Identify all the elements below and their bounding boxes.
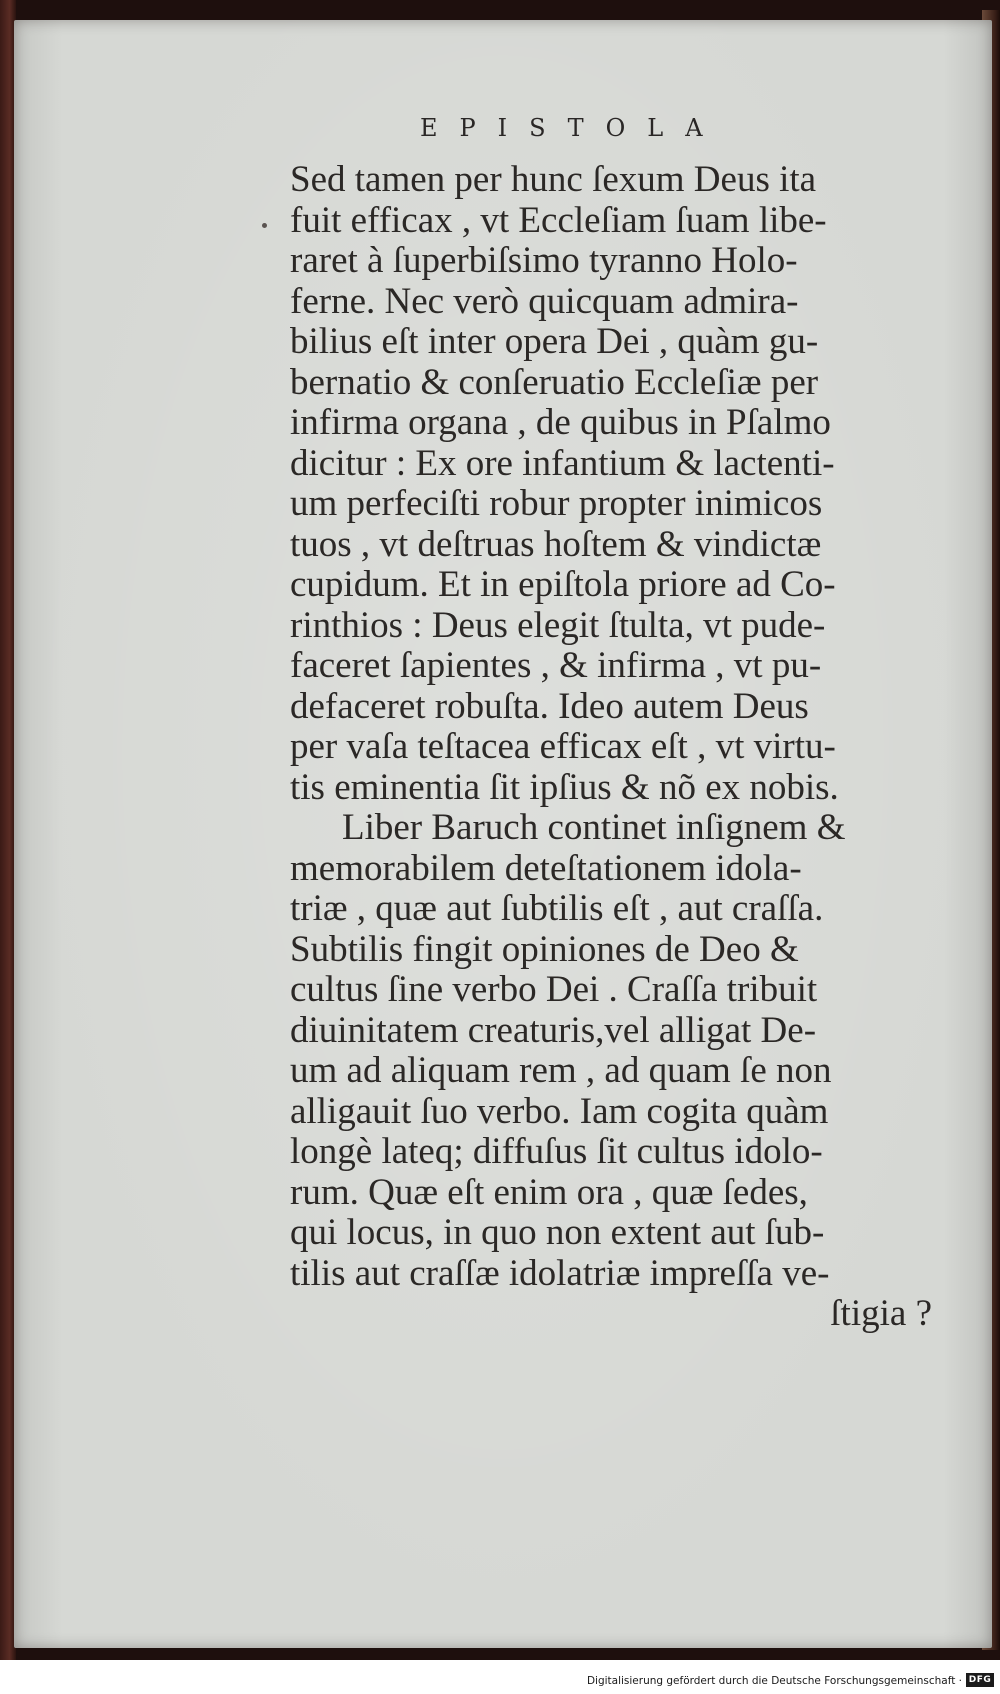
text-line: qui locus, in quo non extent aut ſub-: [290, 1212, 825, 1253]
paragraph-start-line: Liber Baruch continet inſignem &: [342, 807, 846, 848]
text-line: raret à ſuperbiſsimo tyranno Holo-: [290, 240, 798, 281]
dfg-logo-icon: DFG: [966, 1673, 994, 1687]
text-line: cupidum. Et in epiſtola priore ad Co-: [290, 564, 836, 605]
text-line: Subtilis fingit opiniones de Deo &: [290, 928, 799, 970]
text-line: cultus ſine verbo Dei . Craſſa tribuit: [290, 969, 818, 1010]
text-line: diuinitatem creaturis,vel alligat De-: [290, 1009, 817, 1051]
text-line: triæ , quæ aut ſubtilis eſt , aut craſſa.: [290, 888, 824, 929]
text-line: infirma organa , de quibus in Pſalmo: [290, 402, 831, 443]
text-line: bernatio & conſeruatio Eccleſiæ per: [290, 361, 819, 403]
digitization-credit: Digitalisierung gefördert durch die Deutsche Forschungsgemeinschaft ·: [586, 1675, 962, 1687]
text-line: rinthios : Deus elegit ſtulta, vt pude-: [290, 604, 826, 646]
text-line: um perfeciſti robur propter inimicos: [290, 483, 823, 524]
text-line: alligauit ſuo verbo. Iam cogita quàm: [290, 1090, 829, 1132]
text-line: tis eminentia ſit ipſius & nõ ex nobis.: [290, 766, 839, 808]
catchword: ſtigia ?: [830, 1293, 932, 1334]
margin-mark: [262, 223, 267, 228]
text-line: bilius eſt inter opera Dei , quàm gu-: [290, 321, 819, 362]
text-line: tuos , vt deſtruas hoſtem & vindictæ: [290, 523, 822, 565]
running-head: EPISTOLA: [420, 114, 725, 142]
text-line: dicitur : Ex ore infantium & lactenti-: [290, 442, 835, 484]
text-line: tilis aut craſſæ idolatriæ impreſſa ve-: [290, 1252, 830, 1294]
text-line: defaceret robuſta. Ideo autem Deus: [290, 685, 809, 727]
text-line: fuit efficax , vt Eccleſiam ſuam libe-: [290, 199, 827, 241]
text-line: faceret ſapientes , & infirma , vt pu-: [290, 645, 822, 686]
text-line: longè lateq; diffuſus ſit cultus idolo-: [290, 1131, 823, 1172]
text-line: memorabilem deteſtationem idola-: [290, 847, 802, 889]
text-line: Sed tamen per hunc ſexum Deus ita: [290, 159, 817, 200]
body-text: [290, 160, 940, 1335]
text-line: rum. Quæ eſt enim ora , quæ ſedes,: [290, 1171, 808, 1213]
text-line: um ad aliquam rem , ad quam ſe non: [290, 1050, 832, 1091]
text-line: ferne. Nec verò quicquam admira-: [290, 280, 799, 322]
text-line: per vaſa teſtacea efficax eſt , vt virtu-: [290, 726, 836, 767]
